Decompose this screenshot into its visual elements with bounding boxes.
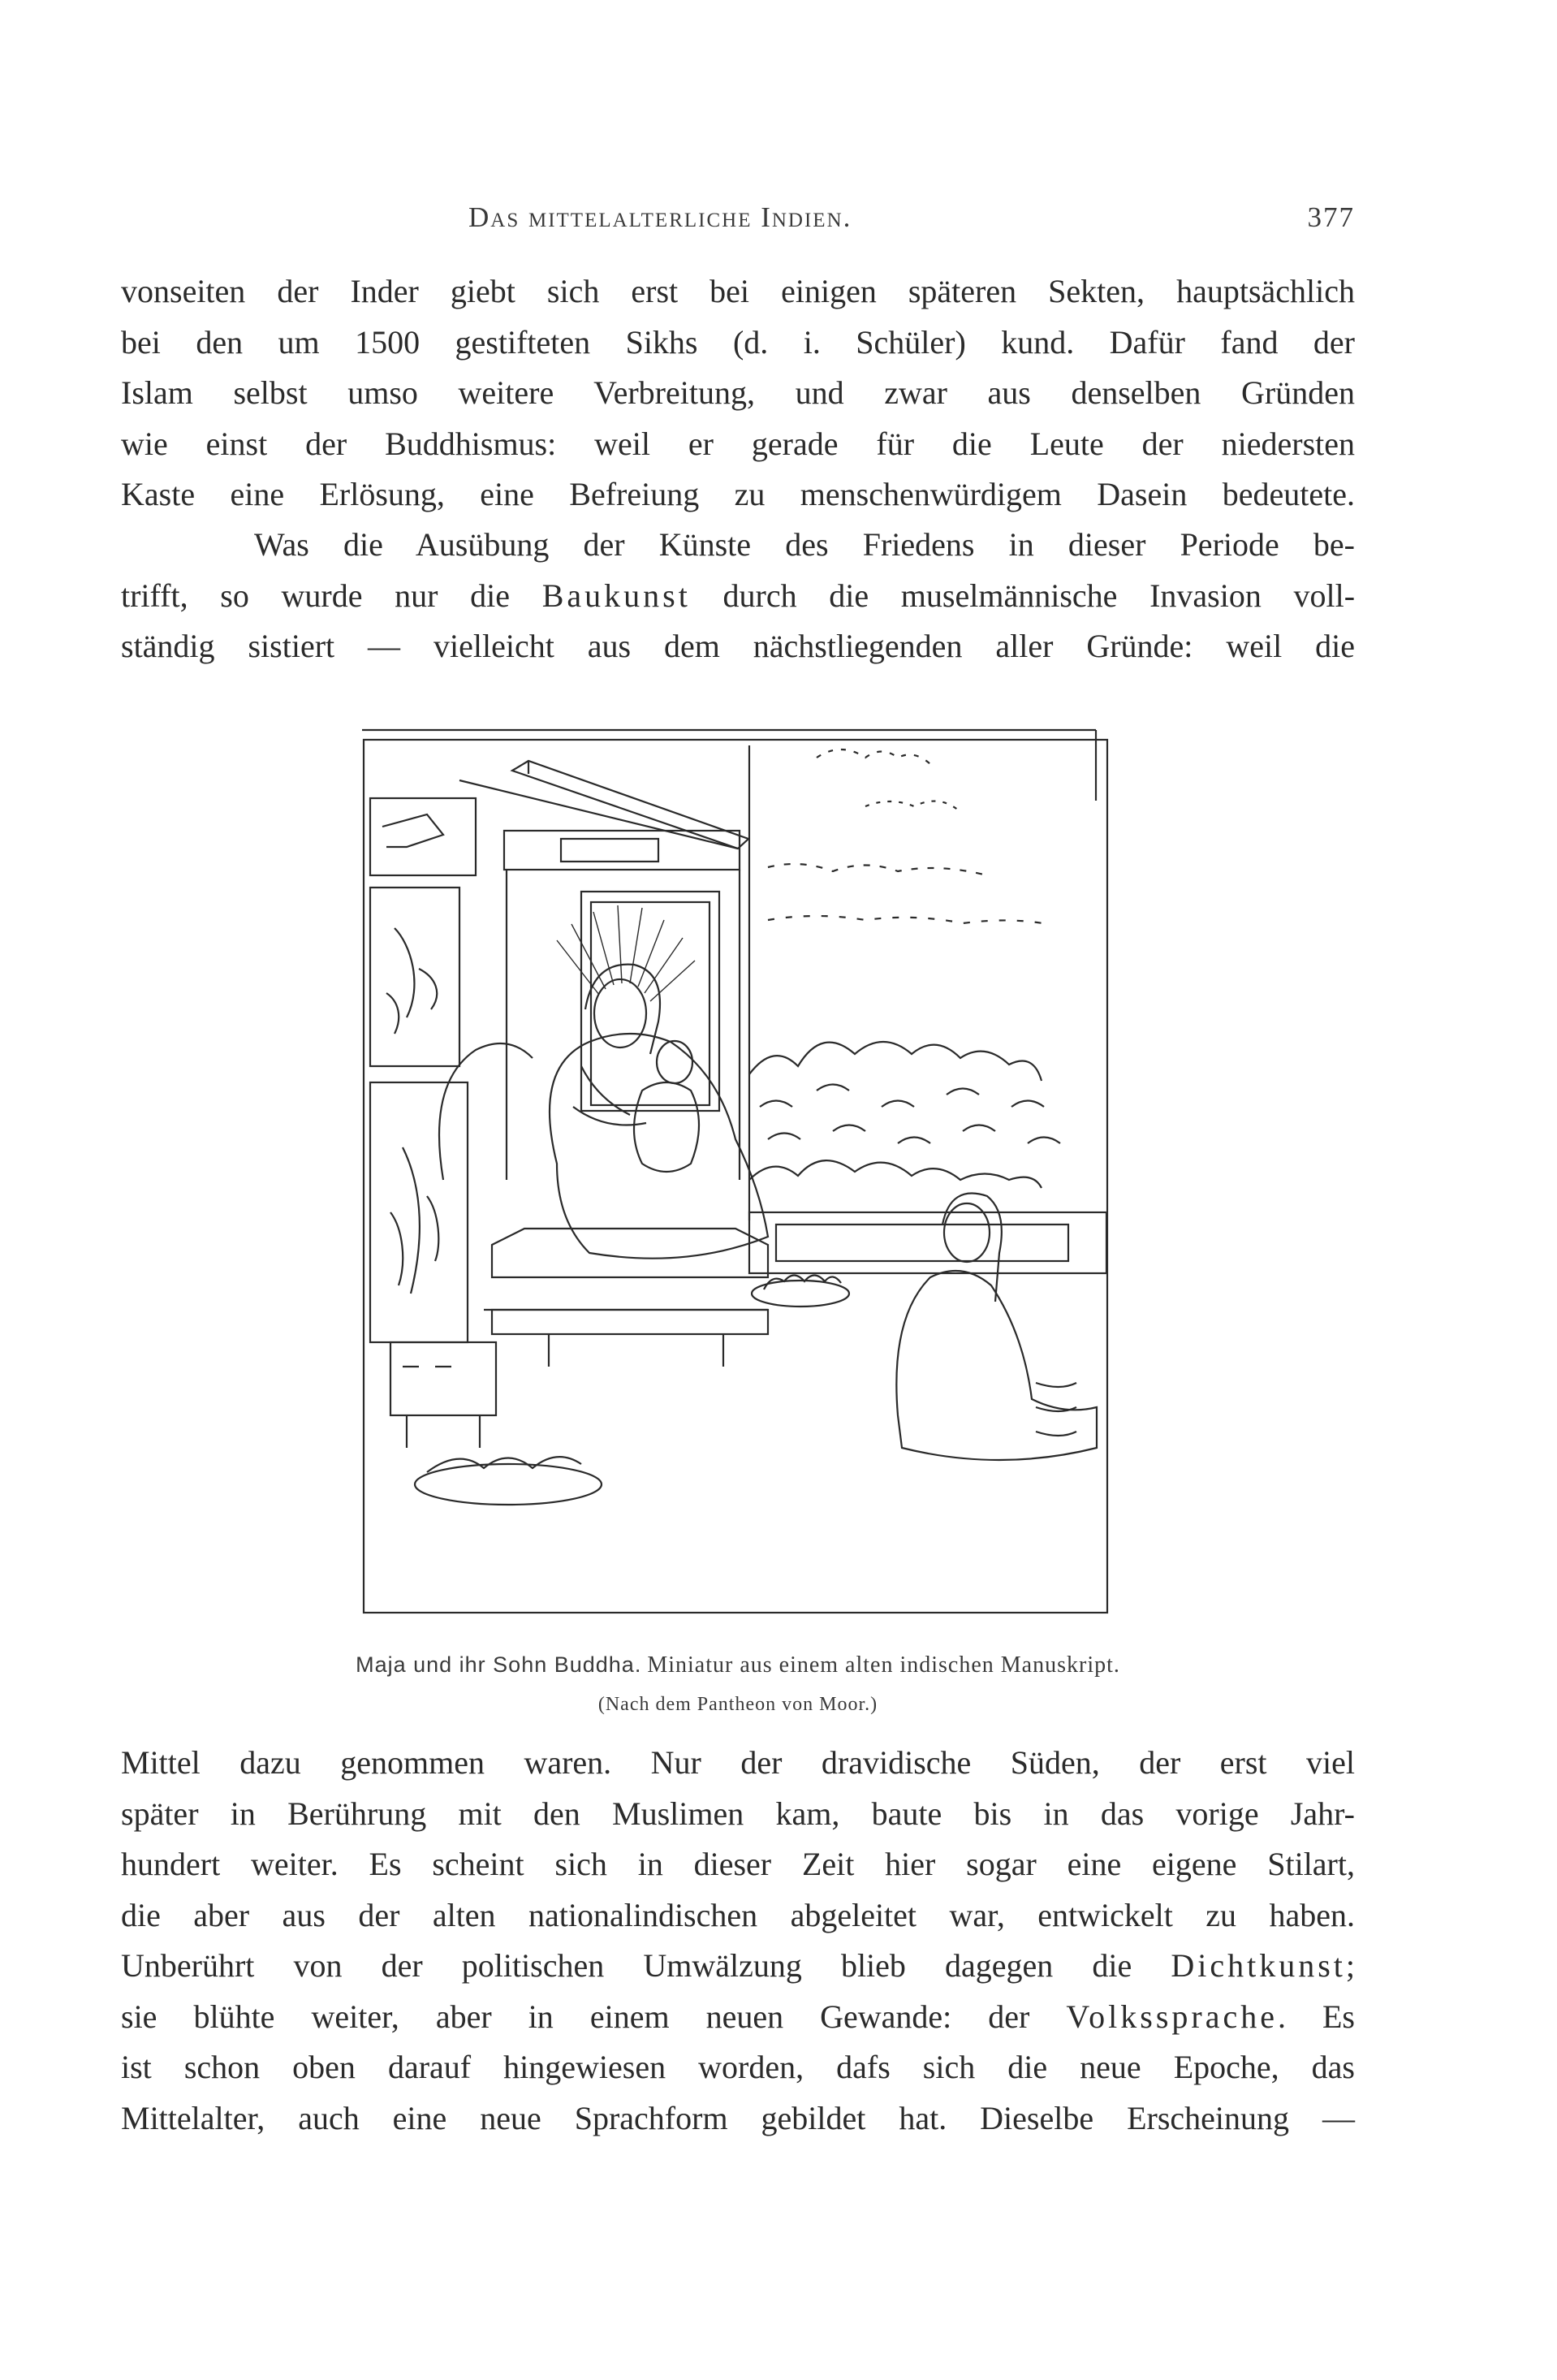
text-line: sie blühte weiter, aber in einem neuen Gewande: der Volkssprache. Es <box>121 1998 1355 2035</box>
text-line: ständig sistiert — vielleicht aus dem nächstliegenden aller Gründe: weil die <box>121 628 1355 664</box>
paragraph-2 <box>121 520 1355 672</box>
figure-source: (Nach dem Pantheon von Moor.) <box>597 1694 878 1715</box>
maja-veil <box>585 965 660 1054</box>
text-line: bei den um 1500 gestifteten Sikhs (d. i. Schüler) kund. Dafür fand der <box>121 323 1355 361</box>
terrace-wall <box>749 1212 1106 1273</box>
text-line: vonseiten der Inder giebt sich erst bei einigen späteren Sekten, hauptsächlich <box>121 273 1355 309</box>
text-line: Islam selbst umso weitere Verbreitung, und zwar aus denselben Gründen <box>121 374 1355 411</box>
caption-description: Miniatur aus einem alten indischen Manuskript. <box>647 1652 1120 1678</box>
text-line: Mittel dazu genommen waren. Nur der dravidische Süden, der erst viel <box>121 1744 1355 1781</box>
attendant-veil <box>942 1194 1002 1302</box>
throne-seat <box>492 1229 768 1277</box>
halo <box>557 905 695 1001</box>
page-number: 377 <box>1307 201 1355 233</box>
text-line: trifft, so wurde nur die Baukunst durch die muselmännische Invasion voll- <box>121 577 1356 614</box>
paragraph-1 <box>121 266 1355 520</box>
small-table <box>390 1342 496 1415</box>
text-line: hundert weiter. Es scheint sich in dieser Zeit hier sogar eine eigene Stilart, <box>121 1846 1355 1882</box>
paragraph-3 <box>121 1738 1355 2144</box>
attendant-body <box>896 1271 1097 1460</box>
text-line: ist schon oben darauf hingewiesen worden, dafs sich die neue Epoche, das <box>121 2049 1355 2085</box>
spaced-emphasis: Volkssprache <box>1066 1998 1278 2035</box>
text-line: Kaste eine Erlösung, eine Befreiung zu menschenwürdigem Dasein bedeutete. <box>121 476 1355 512</box>
text-line: wie einst der Buddhismus: weil er gerade für die Leute der niedersten <box>121 425 1355 462</box>
running-header <box>121 201 1355 242</box>
text-line: die aber aus der alten nationalindischen abgeleitet war, entwickelt zu haben. <box>121 1896 1355 1933</box>
wall-niche <box>370 798 476 875</box>
text-line: Was die Ausübung der Künste des Friedens in dieser Periode be- <box>254 526 1355 563</box>
text-line: Mittelalter, auch eine neue Sprachform gebildet hat. Dieselbe Erscheinung — <box>121 2099 1355 2136</box>
running-title: Das mittelalterliche Indien. <box>468 201 852 233</box>
buddha-body <box>634 1082 699 1172</box>
cloud-drawing <box>817 749 930 764</box>
fruit-basket <box>415 1464 602 1505</box>
buddha-head <box>657 1041 692 1083</box>
caption-title: Maja und ihr Sohn Buddha. <box>356 1652 642 1677</box>
text-line: Unberührt von der politischen Umwälzung blieb dagegen die Dichtkunst; <box>121 1947 1355 1984</box>
miniature-illustration <box>362 725 1109 1615</box>
plant-drawing <box>386 928 437 1034</box>
spaced-emphasis: Baukunst <box>541 577 691 614</box>
text-line: später in Berührung mit den Muslimen kam, baute bis in das vorige Jahr- <box>121 1795 1355 1832</box>
figure-caption <box>121 1652 1355 1678</box>
pavilion-roof <box>512 761 748 849</box>
foliage-top <box>749 1042 1042 1081</box>
spaced-emphasis: Dichtkunst <box>1171 1947 1346 1984</box>
chair-back <box>439 1043 533 1180</box>
